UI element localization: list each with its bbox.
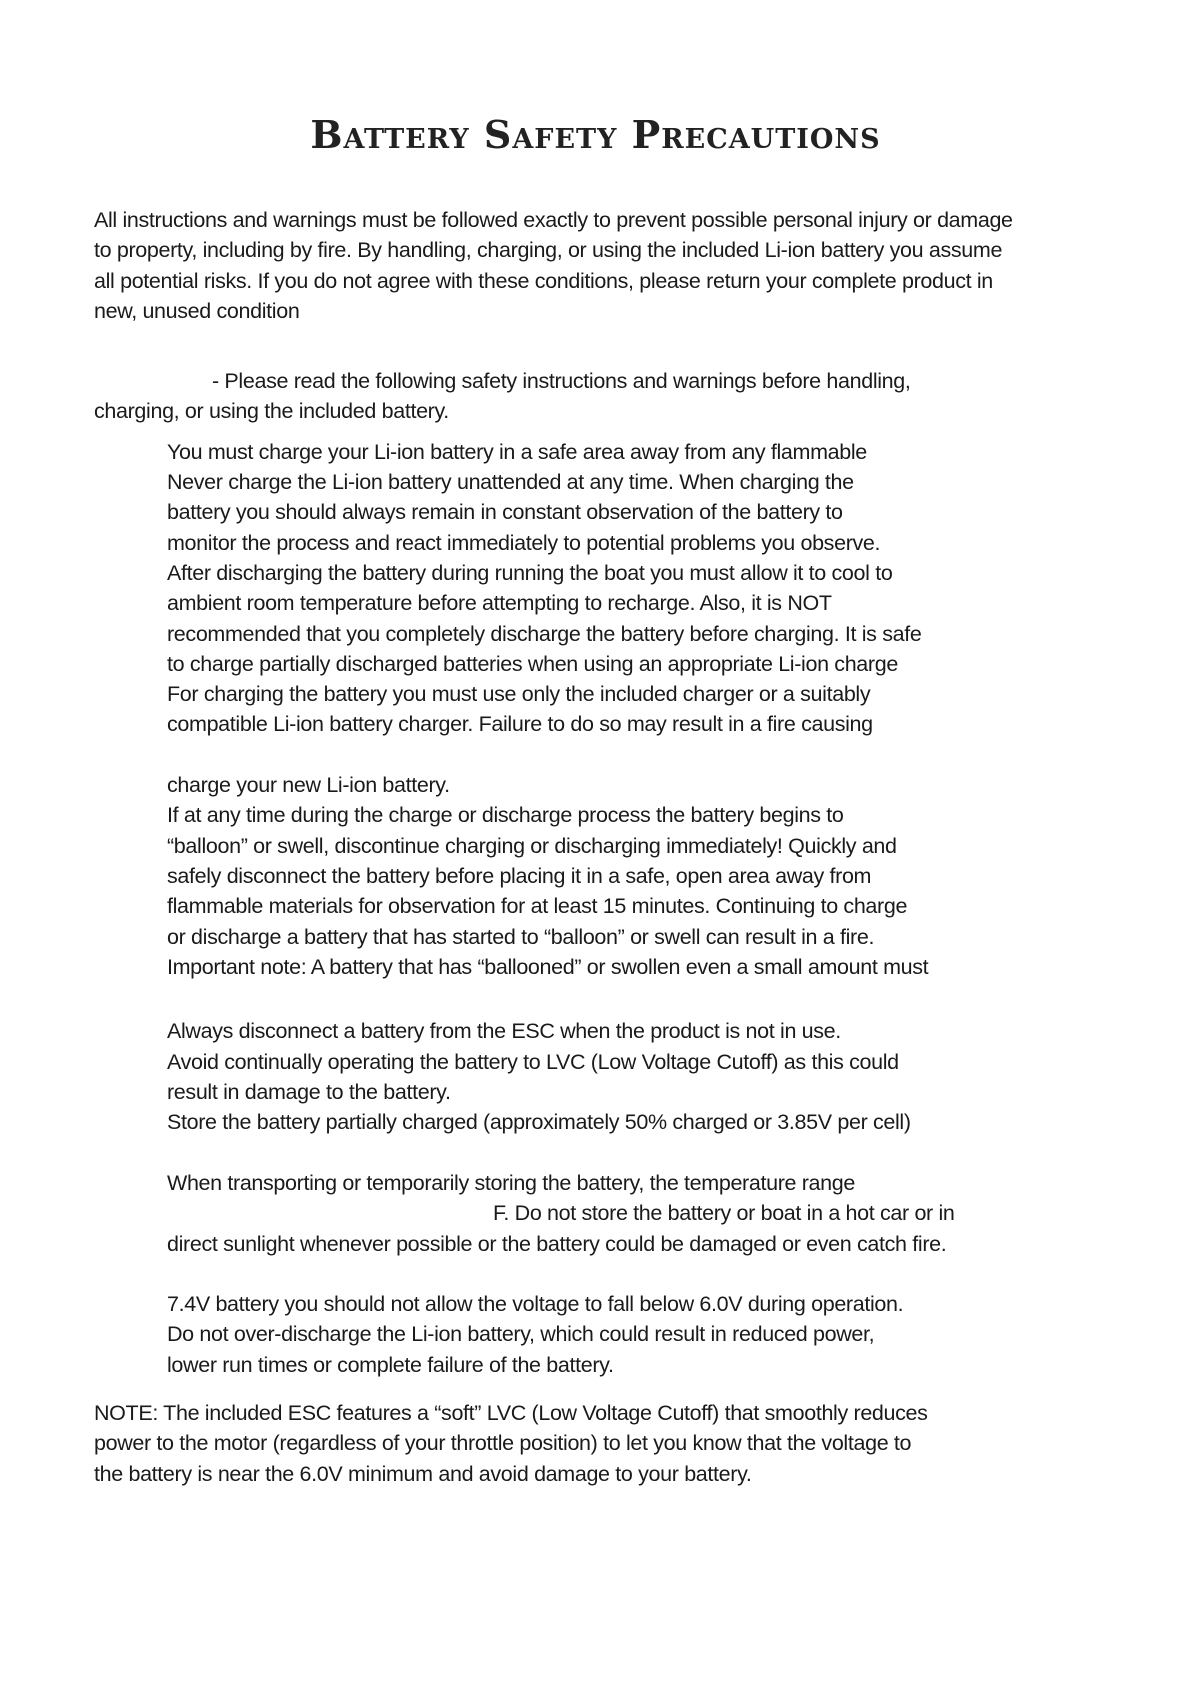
- text-line: monitor the process and react immediately to potential problems you observe.: [167, 530, 881, 555]
- text-line: result in damage to the battery.: [167, 1080, 451, 1105]
- text-line: the battery is near the 6.0V minimum and avoid damage to your battery.: [94, 1461, 752, 1486]
- list-item: Always disconnect a battery from the ESC when the product is not in use.: [167, 1019, 841, 1044]
- list-item: If at any time during the charge or discharge process the battery begins to: [167, 803, 844, 828]
- text-line: battery you should always remain in constant observation of the battery to: [167, 500, 843, 525]
- list-item: Avoid continually operating the battery to LVC (Low Voltage Cutoff) as this could: [167, 1049, 899, 1074]
- text-line: NOTE: The included ESC features a “soft” LVC (Low Voltage Cutoff) that smoothly reduces: [94, 1400, 928, 1425]
- text-line: power to the motor (regardless of your throttle position) to let you know that the voltage to: [94, 1431, 912, 1456]
- text-line: ambient room temperature before attempting to recharge. Also, it is NOT: [167, 591, 832, 616]
- text-line: charge your new Li-ion battery.: [167, 773, 450, 798]
- text-line: new, unused condition: [94, 298, 300, 323]
- text-line: recommended that you completely discharge the battery before charging. It is safe: [167, 621, 922, 646]
- text-line: F. Do not store the battery or boat in a hot car or in: [493, 1201, 955, 1226]
- text-line: safely disconnect the battery before placing it in a safe, open area away from: [167, 863, 872, 888]
- intro-paragraph: [94, 205, 1184, 326]
- text-line: direct sunlight whenever possible or the battery could be damaged or even catch fire.: [167, 1231, 947, 1256]
- text-line: flammable materials for observation for at least 15 minutes. Continuing to charge: [167, 894, 908, 919]
- text-line: to charge partially discharged batteries when using an appropriate Li-ion charge: [167, 651, 898, 676]
- text-line: or discharge a battery that has started to “balloon” or swell can result in a fire.: [167, 924, 875, 949]
- page-title: Battery Safety Precautions: [310, 112, 881, 157]
- list-item: When transporting or temporarily storing the battery, the temperature range: [167, 1170, 855, 1195]
- text-line: compatible Li-ion battery charger. Failure to do so may result in a fire causing: [167, 712, 873, 737]
- read-notice: [94, 366, 1184, 427]
- list-item: You must charge your Li-ion battery in a safe area away from any flammable: [167, 439, 867, 464]
- list-item: After discharging the battery during running the boat you must allow it to cool to: [167, 560, 893, 585]
- list-item: Do not over-discharge the Li-ion battery, which could result in reduced power,: [167, 1322, 875, 1347]
- list-item: Never charge the Li-ion battery unattended at any time. When charging the: [167, 470, 854, 495]
- text-line: “balloon” or swell, discontinue charging or discharging immediately! Quickly and: [167, 833, 897, 858]
- list-item: For charging the battery you must use only the included charger or a suitably: [167, 682, 871, 707]
- document-body: [94, 205, 1184, 1489]
- text-line: charging, or using the included battery.: [94, 399, 449, 424]
- text-line: - Please read the following safety instructions and warnings before handling,: [212, 369, 911, 394]
- safety-list: [94, 437, 1184, 1380]
- text-line: 7.4V battery you should not allow the voltage to fall below 6.0V during operation.: [167, 1292, 904, 1317]
- text-line: to property, including by fire. By handling, charging, or using the included Li-ion battery you assume: [94, 238, 1003, 263]
- text-line: All instructions and warnings must be followed exactly to prevent possible personal injury or damage: [94, 208, 1013, 232]
- text-line: lower run times or complete failure of the battery.: [167, 1352, 614, 1377]
- list-item: Store the battery partially charged (approximately 50% charged or 3.85V per cell): [167, 1110, 911, 1135]
- text-line: all potential risks. If you do not agree with these conditions, please return your complete product in: [94, 268, 993, 293]
- note-paragraph: [94, 1398, 1184, 1489]
- text-line: Important note: A battery that has “ballooned” or swollen even a small amount must: [167, 954, 929, 979]
